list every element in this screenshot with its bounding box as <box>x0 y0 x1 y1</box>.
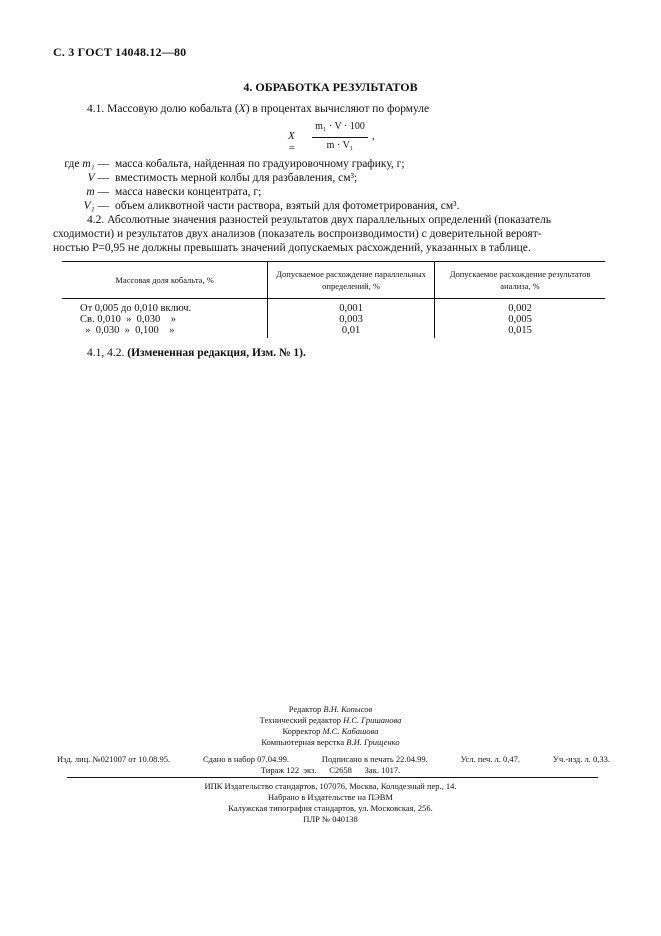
cell-parallel: 0,003 <box>268 314 435 325</box>
credits <box>0 704 661 748</box>
definition-text: масса кобальта, найденная по градуировочному графику, г; <box>115 158 405 170</box>
imprint-circulation: Тираж 122 экз. С2658 Зак. 1017. <box>260 765 401 775</box>
definition-row <box>53 171 460 185</box>
divider <box>67 777 598 778</box>
definition-symbol: V₁ — <box>83 200 109 212</box>
imprint-typeset: Сдано в набор 07.04.99. <box>203 754 289 764</box>
paragraph-4-1-prefix: 4.1. Массовую долю кобальта ( <box>87 103 239 115</box>
column-header-analysis: Допускаемое расхождение результатов анализа, % <box>435 262 605 299</box>
cell-range: » 0,030 » 0,100 » <box>80 325 175 336</box>
cell-range: От 0,005 до 0,010 включ. <box>80 303 192 314</box>
cell-analysis: 0,015 <box>435 325 605 338</box>
cell-analysis: 0,005 <box>435 314 605 325</box>
amendment-note-bold: (Измененная редакция, Изм. № 1). <box>127 347 306 359</box>
imprint-details <box>57 754 610 765</box>
definition-symbol: m — <box>86 186 109 198</box>
paragraph-4-2 <box>53 213 606 255</box>
table-row <box>62 325 605 338</box>
table-row <box>62 299 605 315</box>
definition-text: вместимость мерной колбы для разбавления, см³; <box>115 172 358 184</box>
table-header-row <box>62 262 605 299</box>
definition-symbol: V — <box>87 172 109 184</box>
paragraph-4-2-line: ностью P=0,95 не должны превышать значений допускаемых расхождений, указанных в таблице. <box>53 242 531 254</box>
formula-numerator: m₁ · V · 100 <box>315 121 365 132</box>
definition-row <box>53 157 460 171</box>
amendment-note-prefix: 4.1, 4.2. <box>87 347 128 359</box>
tolerance-table <box>62 261 605 338</box>
formula-denominator: m · V₁ <box>326 140 354 151</box>
publisher-line: Калужская типография стандартов, ул. Московская, 256. <box>228 803 433 813</box>
amendment-note <box>87 347 306 359</box>
imprint-signed: Подписано в печать 22.04.99. <box>321 754 428 764</box>
cell-analysis: 0,002 <box>435 299 605 315</box>
column-header-mass-fraction: Массовая доля кобальта, % <box>115 275 214 285</box>
credit-line: Корректор М.С. Кабашова <box>282 726 379 736</box>
cell-parallel: 0,01 <box>268 325 435 338</box>
paragraph-4-2-line: 4.2. Абсолютные значения разностей результатов двух параллельных определений (показатель <box>87 214 552 226</box>
paragraph-4-1 <box>87 102 429 116</box>
table-row <box>62 314 605 325</box>
fraction-bar <box>312 137 368 138</box>
formula-lhs: X = <box>288 130 296 154</box>
column-header-parallel: Допускаемое расхождение параллельных определений, % <box>268 262 435 299</box>
cell-parallel: 0,001 <box>268 299 435 315</box>
imprint-pub-sheets: Уч.-изд. л. 0,33. <box>552 754 610 764</box>
definition-text: масса навески концентрата, г; <box>115 186 262 198</box>
imprint-license: Изд. лиц. №021007 от 10.08.95. <box>57 754 171 764</box>
variable-x: X <box>238 103 246 115</box>
publisher-line: Набрано в Издательстве на ПЭВМ <box>268 792 393 802</box>
credit-line: Технический редактор Н.С. Гришанова <box>259 715 402 725</box>
definition-text: объем аликвотной части раствора, взятый для фотометрирования, см³. <box>115 200 460 212</box>
definition-symbol: где m₁ — <box>64 158 109 170</box>
formula-comma: , <box>372 130 375 142</box>
definition-row <box>53 199 460 213</box>
section-title: 4. ОБРАБОТКА РЕЗУЛЬТАТОВ <box>243 80 418 94</box>
credit-line: Компьютерная верстка В.И. Грищенко <box>261 737 400 747</box>
definitions-list <box>53 157 460 213</box>
paragraph-4-1-suffix: ) в процентах вычисляют по формуле <box>245 103 430 115</box>
page-header: С. 3 ГОСТ 14048.12—80 <box>53 45 187 59</box>
imprint-print-sheets: Усл. печ. л. 0,47. <box>460 754 521 764</box>
credit-line: Редактор В.Н. Копысов <box>288 704 373 714</box>
definition-row <box>53 185 460 199</box>
publisher-line: ИПК Издательство стандартов, 107076, Москва, Колодезный пер., 14. <box>204 781 457 791</box>
paragraph-4-2-line: сходимости) и результатов двух анализов (показатель воспроизводимости) с доверительной вероят- <box>53 228 542 240</box>
publisher-line: ПЛР № 040138 <box>303 814 358 824</box>
publisher-info <box>0 781 661 825</box>
cell-range: Св. 0,010 » 0,030 » <box>80 314 176 325</box>
